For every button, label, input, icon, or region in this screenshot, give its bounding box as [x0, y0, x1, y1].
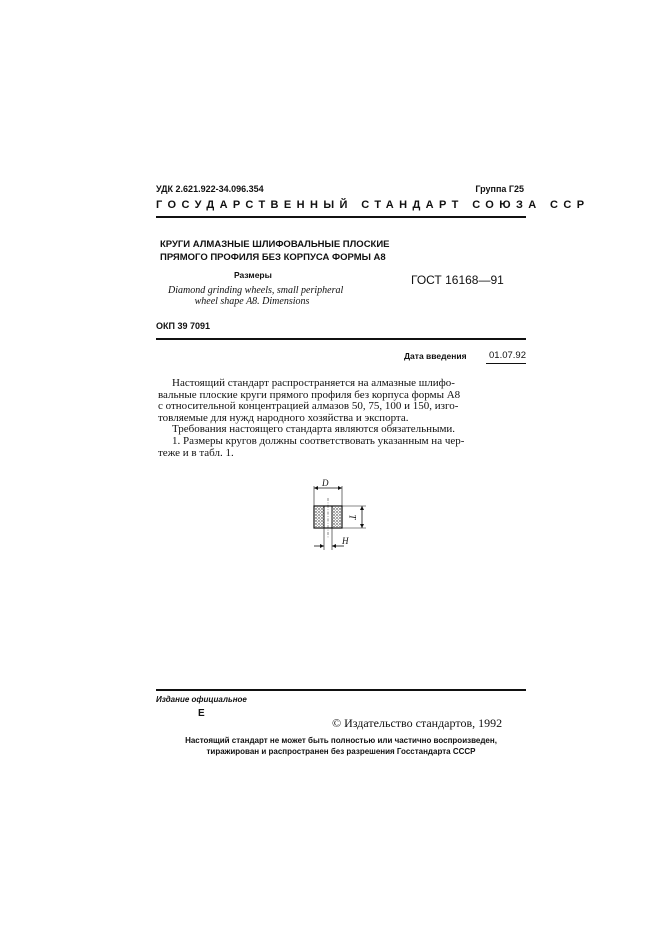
- label-h: H: [342, 536, 349, 546]
- intro-date-label: Дата введения: [404, 351, 467, 361]
- gost-number: ГОСТ 16168—91: [411, 273, 504, 287]
- label-t: T: [347, 514, 358, 520]
- title-en-line1: Diamond grinding wheels, small peripheral: [168, 285, 344, 296]
- body-line: теже и в табл. 1.: [158, 446, 234, 459]
- wheel-drawing-svg: [300, 478, 380, 558]
- header-rule: [156, 216, 526, 218]
- reproduction-notice-line1: Настоящий стандарт не может быть полностью или частично воспроизведен,: [185, 736, 497, 745]
- t-arrow-bottom: [360, 524, 364, 528]
- t-arrow-top: [360, 506, 364, 510]
- subtitle: Размеры: [234, 270, 272, 280]
- label-d: D: [322, 478, 329, 488]
- official-edition: Издание официальное: [156, 695, 247, 704]
- title-ru-line2: ПРЯМОГО ПРОФИЛЯ БЕЗ КОРПУСА ФОРМЫ А8: [160, 252, 386, 263]
- intro-date-underline: [486, 363, 526, 364]
- udk-code: УДК 2.621.922-34.096.354: [156, 184, 264, 194]
- body-text: [158, 378, 528, 459]
- wheel-drawing: [300, 478, 380, 558]
- okp-rule: [156, 338, 526, 340]
- body-line: вальные плоские круги прямого профиля без корпуса формы А8: [158, 388, 461, 401]
- body-line: с относительной концентрацией алмазов 50, 75, 100 и 150, изго-: [158, 400, 459, 413]
- diamond-layer-right: [332, 507, 341, 527]
- diamond-layer-left: [315, 507, 324, 527]
- body-line: Настоящий стандарт распространяется на алмазные шлифо-: [172, 377, 455, 389]
- body-line: Требования настоящего стандарта являются обязательными.: [172, 423, 456, 436]
- group-code: Группа Г25: [475, 184, 524, 194]
- title-ru-line1: КРУГИ АЛМАЗНЫЕ ШЛИФОВАЛЬНЫЕ ПЛОСКИЕ: [160, 239, 390, 250]
- d-arrow-left: [314, 486, 318, 490]
- h-arrow-left: [320, 544, 324, 548]
- copyright: © Издательство стандартов, 1992: [332, 716, 503, 730]
- edition-letter: Е: [198, 708, 205, 719]
- body-line: 1. Размеры кругов должны соответствовать указанным на чер-: [172, 434, 465, 447]
- d-arrow-right: [338, 486, 342, 490]
- okp-code: ОКП 39 7091: [156, 321, 210, 331]
- state-standard-heading: ГОСУДАРСТВЕННЫЙ СТАНДАРТ СОЮЗА ССР: [156, 199, 590, 211]
- intro-date-value: 01.07.92: [489, 350, 526, 361]
- h-arrow-right: [332, 544, 336, 548]
- body-line: товляемые для нужд народного хозяйства и экспорта.: [158, 411, 409, 424]
- title-en-line2: wheel shape A8. Dimensions: [194, 296, 310, 307]
- reproduction-notice-line2: тиражирован и распространен без разрешения Госстандарта СССР: [206, 747, 476, 756]
- footer-rule: [156, 689, 526, 691]
